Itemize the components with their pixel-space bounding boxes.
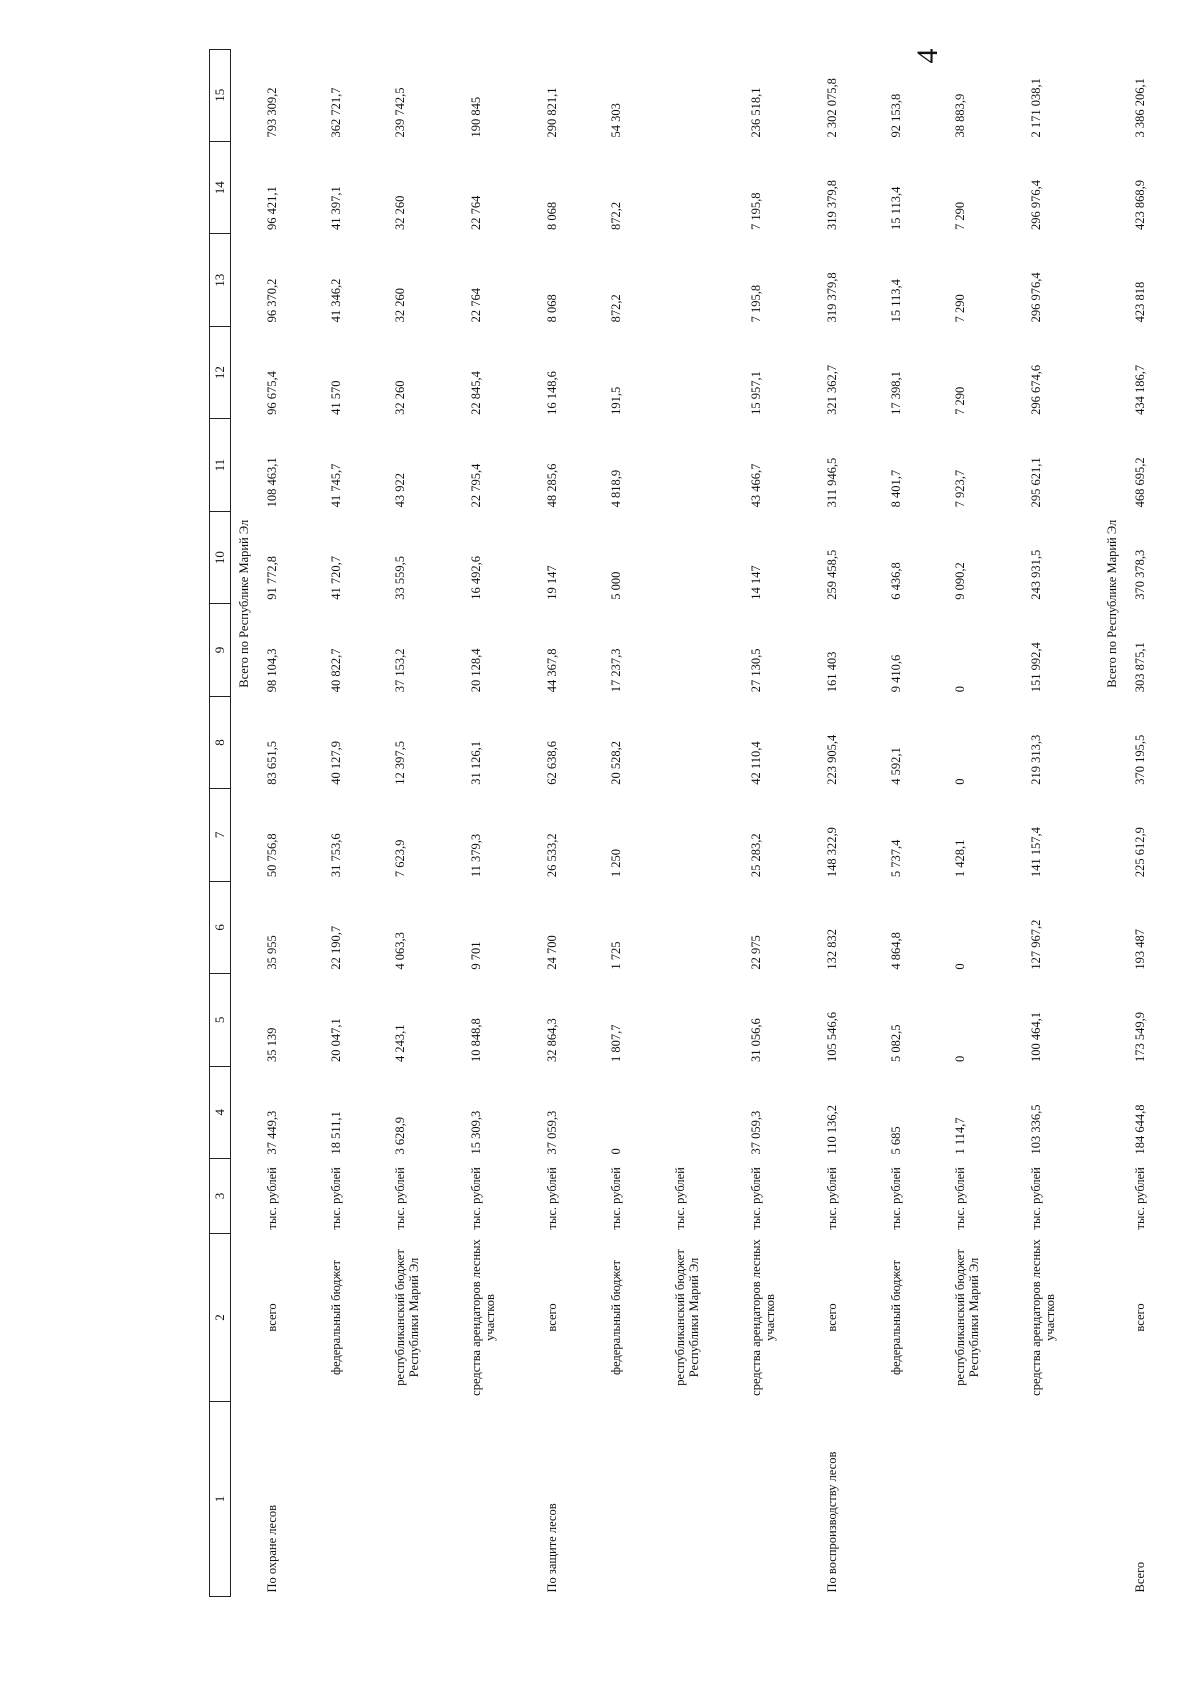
value-cell-col-6: 9 701	[469, 941, 483, 970]
unit-cell: тыс. рублей	[953, 1167, 967, 1230]
value-cell-col-11: 8 401,7	[889, 469, 903, 508]
column-number-11: 11	[210, 419, 231, 511]
value-cell-col-9: 20 128,4	[469, 648, 483, 693]
value-cell-col-8: 223 905,4	[825, 734, 839, 785]
funding-source-cell: средства арендаторов лесных участков	[749, 1239, 777, 1396]
value-cell-col-11: 311 946,5	[825, 457, 839, 508]
unit-cell: тыс. рублей	[265, 1167, 279, 1230]
value-cell-col-5	[667, 974, 743, 1066]
value-cell-col-8: 83 651,5	[265, 740, 279, 785]
funding-source-cell: всего	[1133, 1303, 1147, 1332]
value-cell-col-9: 98 104,3	[265, 648, 279, 693]
value-cell-col-4: 37 059,3	[749, 1110, 763, 1155]
value-cell-col-10: 16 492,6	[469, 556, 483, 600]
table-row	[1023, 49, 1099, 1596]
funding-source-cell: средства арендаторов лесных участков	[1029, 1239, 1057, 1396]
value-cell-col-11: 48 285,6	[545, 463, 559, 508]
column-number-12: 12	[210, 326, 231, 418]
value-cell-col-14: 8 068	[545, 201, 559, 230]
value-cell-col-10: 19 147	[545, 565, 559, 600]
value-cell-col-11: 43 466,7	[749, 463, 763, 508]
value-cell-col-14: 319 379,8	[825, 179, 839, 230]
unit-cell: тыс. рублей	[393, 1167, 407, 1230]
value-cell-col-10: 5 000	[609, 571, 623, 600]
column-number-5: 5	[210, 974, 231, 1066]
value-cell-col-14: 7 290	[953, 201, 967, 230]
value-cell-col-13: 8 068	[545, 294, 559, 323]
column-number-6: 6	[210, 881, 231, 973]
column-number-header	[210, 49, 231, 1596]
value-cell-col-15: 362 721,7	[329, 87, 343, 138]
value-cell-col-6: 0	[953, 963, 967, 970]
value-cell-col-5: 20 047,1	[329, 1018, 343, 1063]
value-cell-col-14: 7 195,8	[749, 192, 763, 230]
category-cell	[947, 1402, 1023, 1597]
value-cell-col-8	[667, 696, 743, 788]
value-cell-col-12: 191,5	[609, 386, 623, 415]
section-spacer	[231, 1159, 260, 1597]
value-cell-col-11: 468 695,2	[1133, 457, 1147, 508]
unit-cell: тыс. рублей	[749, 1167, 763, 1230]
column-number-10: 10	[210, 511, 231, 603]
value-cell-col-10: 33 559,5	[393, 556, 407, 600]
value-cell-col-4: 184 644,8	[1133, 1104, 1147, 1155]
value-cell-col-14: 96 421,1	[265, 186, 279, 230]
column-number-2: 2	[210, 1234, 231, 1402]
category-cell: По защите лесов	[545, 1503, 559, 1593]
column-number-9: 9	[210, 604, 231, 696]
value-cell-col-10: 370 378,3	[1133, 549, 1147, 600]
category-cell	[463, 1402, 539, 1597]
value-cell-col-13	[667, 234, 743, 326]
value-cell-col-4: 15 309,3	[469, 1110, 483, 1155]
value-cell-col-12: 22 845,4	[469, 371, 483, 415]
value-cell-col-15: 190 845	[469, 96, 483, 138]
table-row	[259, 49, 323, 1596]
value-cell-col-4: 0	[609, 1148, 623, 1155]
value-cell-col-11: 41 745,7	[329, 463, 343, 508]
value-cell-col-15: 2 302 075,8	[825, 78, 839, 138]
value-cell-col-6: 4 063,3	[393, 932, 407, 970]
funding-source-cell: республиканский бюджет Республики Марий Эл	[673, 1249, 701, 1386]
value-cell-col-7: 50 756,8	[265, 833, 279, 878]
unit-cell: тыс. рублей	[1029, 1167, 1043, 1230]
value-cell-col-9: 17 237,3	[609, 648, 623, 693]
value-cell-col-15: 38 883,9	[953, 93, 967, 138]
unit-cell: тыс. рублей	[545, 1167, 559, 1230]
value-cell-col-4: 37 449,3	[265, 1110, 279, 1155]
value-cell-col-7: 1 250	[609, 849, 623, 878]
column-number-7: 7	[210, 789, 231, 881]
value-cell-col-8: 20 528,2	[609, 740, 623, 785]
value-cell-col-12: 7 290	[953, 386, 967, 415]
category-cell: По воспроизводству лесов	[825, 1451, 839, 1593]
value-cell-col-10: 6 436,8	[889, 562, 903, 600]
value-cell-col-12: 32 260	[393, 380, 407, 415]
table-row	[539, 49, 603, 1596]
value-cell-col-8: 370 195,5	[1133, 734, 1147, 785]
value-cell-col-4: 18 511,1	[329, 1111, 343, 1155]
funding-source-cell: республиканский бюджет Республики Марий Эл	[953, 1249, 981, 1386]
value-cell-col-10: 243 931,5	[1029, 549, 1043, 600]
value-cell-col-4: 5 685	[889, 1126, 903, 1155]
value-cell-col-5: 105 546,6	[825, 1012, 839, 1063]
value-cell-col-4	[667, 1066, 743, 1158]
value-cell-col-5: 10 848,8	[469, 1018, 483, 1063]
value-cell-col-13: 22 764	[469, 288, 483, 323]
value-cell-col-15: 239 742,5	[393, 87, 407, 138]
table-row	[883, 49, 947, 1596]
value-cell-col-11: 108 463,1	[265, 457, 279, 508]
table-row	[947, 49, 1023, 1596]
column-number-3: 3	[210, 1159, 231, 1234]
value-cell-col-8: 219 313,3	[1029, 734, 1043, 785]
value-cell-col-9: 151 992,4	[1029, 642, 1043, 693]
section-title: Всего по Республике Марий Эл	[237, 519, 251, 688]
value-cell-col-15: 54 303	[609, 103, 623, 138]
value-cell-col-13: 296 976,4	[1029, 272, 1043, 323]
table-row	[1127, 49, 1191, 1596]
value-cell-col-6: 132 832	[825, 928, 839, 970]
value-cell-col-7: 225 612,9	[1133, 827, 1147, 878]
unit-cell: тыс. рублей	[609, 1167, 623, 1230]
value-cell-col-4: 37 059,3	[545, 1110, 559, 1155]
value-cell-col-11	[667, 419, 743, 511]
value-cell-col-9: 37 153,2	[393, 648, 407, 693]
value-cell-col-5: 0	[953, 1055, 967, 1063]
unit-cell: тыс. рублей	[889, 1167, 903, 1230]
funding-source-cell: федеральный бюджет	[609, 1259, 623, 1376]
value-cell-col-15: 2 171 038,1	[1029, 78, 1043, 138]
value-cell-col-15: 3 386 206,1	[1133, 78, 1147, 138]
value-cell-col-4: 1 114,7	[953, 1117, 967, 1155]
value-cell-col-13: 7 290	[953, 294, 967, 323]
value-cell-col-14: 872,2	[609, 201, 623, 230]
value-cell-col-12: 16 148,6	[545, 371, 559, 415]
category-cell: По охране лесов	[265, 1504, 279, 1593]
unit-cell: тыс. рублей	[673, 1167, 687, 1230]
value-cell-col-8: 42 110,4	[749, 741, 763, 785]
table-row	[387, 49, 463, 1596]
value-cell-col-14: 423 868,9	[1133, 179, 1147, 230]
value-cell-col-14: 41 397,1	[329, 186, 343, 230]
value-cell-col-11: 43 922	[393, 472, 407, 508]
category-cell	[387, 1402, 463, 1597]
value-cell-col-5: 35 139	[265, 1027, 279, 1063]
value-cell-col-7: 141 157,4	[1029, 827, 1043, 878]
value-cell-col-13: 96 370,2	[265, 278, 279, 323]
value-cell-col-15: 290 821,1	[545, 87, 559, 138]
table-row	[667, 49, 743, 1596]
value-cell-col-12	[667, 326, 743, 418]
value-cell-col-6: 35 955	[265, 935, 279, 970]
value-cell-col-4: 110 136,2	[825, 1104, 839, 1155]
value-cell-col-4: 103 336,5	[1029, 1104, 1043, 1155]
value-cell-col-5: 4 243,1	[393, 1024, 407, 1063]
funding-source-cell: всего	[545, 1303, 559, 1332]
value-cell-col-11: 7 923,7	[953, 469, 967, 508]
unit-cell: тыс. рублей	[1133, 1167, 1147, 1230]
section-title-row	[231, 49, 260, 1596]
category-cell	[323, 1402, 387, 1597]
funding-source-cell: всего	[265, 1303, 279, 1332]
value-cell-col-4: 3 628,9	[393, 1117, 407, 1155]
value-cell-col-10	[667, 511, 743, 603]
category-cell: Всего	[1133, 1561, 1147, 1593]
value-cell-col-15: 793 309,2	[265, 87, 279, 138]
value-cell-col-6: 1 725	[609, 941, 623, 970]
table-row	[603, 49, 667, 1596]
value-cell-col-12: 96 675,4	[265, 371, 279, 415]
value-cell-col-5: 100 464,1	[1029, 1012, 1043, 1063]
value-cell-col-6: 127 967,2	[1029, 919, 1043, 970]
column-number-14: 14	[210, 142, 231, 234]
value-cell-col-12: 17 398,1	[889, 371, 903, 415]
value-cell-col-13: 41 346,2	[329, 278, 343, 323]
value-cell-col-8: 12 397,5	[393, 740, 407, 785]
value-cell-col-10: 91 772,8	[265, 556, 279, 600]
column-number-1: 1	[210, 1402, 231, 1597]
value-cell-col-5: 1 807,7	[609, 1024, 623, 1063]
value-cell-col-6	[667, 881, 743, 973]
value-cell-col-14: 296 976,4	[1029, 179, 1043, 230]
value-cell-col-11: 295 621,1	[1029, 457, 1043, 508]
value-cell-col-12: 41 570	[329, 380, 343, 415]
value-cell-col-7: 148 322,9	[825, 827, 839, 878]
value-cell-col-12: 15 957,1	[749, 371, 763, 415]
table-row	[743, 49, 819, 1596]
value-cell-col-5: 32 864,3	[545, 1018, 559, 1063]
table-body	[231, 49, 1192, 1596]
category-cell	[743, 1402, 819, 1597]
unit-cell: тыс. рублей	[329, 1167, 343, 1230]
value-cell-col-8: 0	[953, 778, 967, 785]
value-cell-col-10: 14 147	[749, 565, 763, 600]
value-cell-col-7: 26 533,2	[545, 833, 559, 878]
value-cell-col-8: 40 127,9	[329, 740, 343, 785]
value-cell-col-10: 259 458,5	[825, 549, 839, 600]
value-cell-col-13: 872,2	[609, 294, 623, 323]
section-title-row	[1099, 49, 1127, 1596]
category-cell	[883, 1402, 947, 1597]
value-cell-col-7: 7 623,9	[393, 839, 407, 878]
value-cell-col-14: 32 260	[393, 195, 407, 230]
value-cell-col-9: 9 410,6	[889, 654, 903, 693]
value-cell-col-11: 22 795,4	[469, 463, 483, 508]
value-cell-col-6: 193 487	[1133, 928, 1147, 970]
value-cell-col-9: 0	[953, 685, 967, 693]
value-cell-col-15: 92 153,8	[889, 93, 903, 138]
value-cell-col-15: 236 518,1	[749, 87, 763, 138]
funding-source-cell: всего	[825, 1303, 839, 1332]
value-cell-col-6: 22 190,7	[329, 925, 343, 970]
value-cell-col-9	[667, 604, 743, 696]
table-row	[819, 49, 883, 1596]
value-cell-col-7: 25 283,2	[749, 833, 763, 878]
value-cell-col-15	[667, 49, 743, 141]
category-cell	[603, 1402, 667, 1597]
value-cell-col-10: 9 090,2	[953, 562, 967, 600]
table-row	[323, 49, 387, 1596]
value-cell-col-9: 27 130,5	[749, 648, 763, 693]
value-cell-col-6: 24 700	[545, 935, 559, 970]
value-cell-col-13: 7 195,8	[749, 284, 763, 323]
value-cell-col-12: 296 674,6	[1029, 364, 1043, 415]
section-spacer	[1099, 1159, 1127, 1597]
column-number-8: 8	[210, 696, 231, 788]
unit-cell: тыс. рублей	[469, 1167, 483, 1230]
value-cell-col-5: 173 549,9	[1133, 1012, 1147, 1063]
value-cell-col-10: 41 720,7	[329, 556, 343, 600]
value-cell-col-12: 434 186,7	[1133, 364, 1147, 415]
value-cell-col-11: 4 818,9	[609, 469, 623, 508]
value-cell-col-13: 15 113,4	[889, 279, 903, 323]
column-number-13: 13	[210, 234, 231, 326]
value-cell-col-13: 423 818	[1133, 281, 1147, 323]
budget-table	[209, 49, 1191, 1597]
value-cell-col-9: 40 822,7	[329, 648, 343, 693]
funding-source-cell: федеральный бюджет	[889, 1259, 903, 1376]
value-cell-col-8: 4 592,1	[889, 747, 903, 785]
value-cell-col-5: 5 082,5	[889, 1024, 903, 1063]
value-cell-col-13: 32 260	[393, 288, 407, 323]
unit-cell: тыс. рублей	[825, 1167, 839, 1230]
category-cell	[1023, 1402, 1099, 1597]
value-cell-col-8: 62 638,6	[545, 740, 559, 785]
funding-source-cell: республиканский бюджет Республики Марий Эл	[393, 1249, 421, 1386]
value-cell-col-8: 31 126,1	[469, 740, 483, 785]
value-cell-col-7: 1 428,1	[953, 839, 967, 878]
value-cell-col-6: 22 975	[749, 935, 763, 970]
budget-table-rotated	[209, 57, 1147, 1597]
section-title: Всего по Республике Марий Эл	[1105, 519, 1119, 688]
value-cell-col-9: 161 403	[825, 651, 839, 693]
funding-source-cell: федеральный бюджет	[329, 1259, 343, 1376]
funding-source-cell: средства арендаторов лесных участков	[469, 1239, 497, 1396]
category-cell	[667, 1402, 743, 1597]
value-cell-col-14: 22 764	[469, 195, 483, 230]
value-cell-col-5: 31 056,6	[749, 1018, 763, 1063]
value-cell-col-7: 31 753,6	[329, 833, 343, 878]
value-cell-col-14: 15 113,4	[889, 186, 903, 230]
value-cell-col-13: 319 379,8	[825, 272, 839, 323]
value-cell-col-14	[667, 142, 743, 234]
value-cell-col-7: 5 737,4	[889, 839, 903, 878]
value-cell-col-9: 303 875,1	[1133, 642, 1147, 693]
column-number-15: 15	[210, 49, 231, 141]
column-number-4: 4	[210, 1066, 231, 1158]
value-cell-col-12: 321 362,7	[825, 364, 839, 415]
value-cell-col-7: 11 379,3	[469, 833, 483, 878]
page-number: 4	[911, 48, 944, 64]
value-cell-col-6: 4 864,8	[889, 932, 903, 970]
value-cell-col-9: 44 367,8	[545, 648, 559, 693]
value-cell-col-7	[667, 789, 743, 881]
table-row	[463, 49, 539, 1596]
